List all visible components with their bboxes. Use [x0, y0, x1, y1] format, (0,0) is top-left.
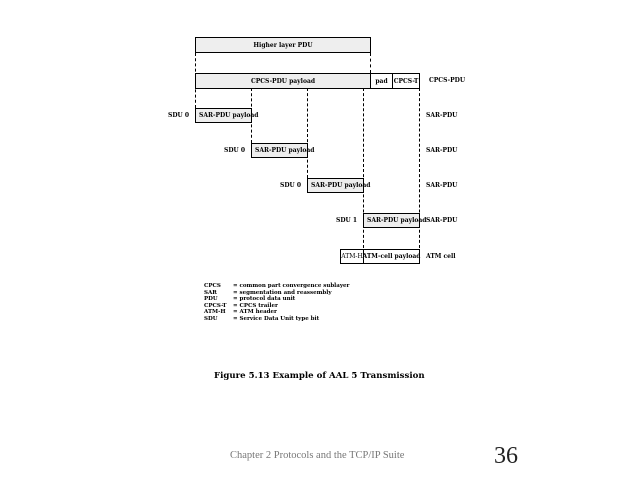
pad-box: pad: [370, 73, 393, 89]
sar-pdu-label: SAR-PDU: [426, 112, 458, 119]
legend-abbr: SDU: [204, 315, 218, 322]
legend-item: [204, 290, 349, 297]
legend-item: [204, 303, 349, 310]
atm-header-box: ATM-H: [340, 249, 364, 264]
sdu-label: SDU 1: [336, 217, 358, 224]
higher-layer-pdu-box: Higher layer PDU: [195, 37, 371, 53]
sdu-label: SDU 0: [168, 112, 190, 119]
sar-pdu-label: SAR-PDU: [426, 182, 458, 189]
cpcs-pdu-payload-box: CPCS-PDU payload: [195, 73, 371, 89]
atm-cell-payload-box: ATM-cell payload: [363, 249, 420, 264]
legend-desc: = segmentation and reassembly: [233, 289, 332, 296]
chapter-footer: Chapter 2 Protocols and the TCP/IP Suite: [230, 450, 405, 461]
guide-line: [307, 88, 308, 178]
legend-desc: = CPCS trailer: [233, 302, 278, 309]
legend: [204, 283, 349, 323]
legend-item: [204, 296, 349, 303]
sar-pdu-label: SAR-PDU: [426, 217, 458, 224]
sar-pdu-label: SAR-PDU: [426, 147, 458, 154]
sar-pdu-payload-box: SAR-PDU payload: [363, 213, 420, 228]
legend-desc: = protocol data unit: [233, 296, 296, 303]
sar-pdu-payload-box: SAR-PDU payload: [307, 178, 364, 193]
legend-desc: = Service Data Unit type bit: [233, 315, 320, 322]
legend-abbr: CPCS-T: [204, 302, 227, 309]
legend-item: [204, 283, 349, 290]
cpcs-pdu-label: CPCS-PDU: [429, 77, 466, 84]
sdu-label: SDU 0: [280, 182, 302, 189]
page-number: 36: [494, 443, 518, 469]
sar-pdu-payload-box: SAR-PDU payload: [251, 143, 308, 158]
legend-abbr: CPCS: [204, 283, 221, 289]
sar-pdu-payload-box: SAR-PDU payload: [195, 108, 252, 123]
legend-desc: = common part convergence sublayer: [233, 283, 350, 289]
legend-abbr: SAR: [204, 289, 217, 296]
legend-item: [204, 309, 349, 316]
legend-desc: = ATM header: [233, 309, 277, 316]
atm-cell-label: ATM cell: [426, 253, 456, 260]
figure-caption: Figure 5.13 Example of AAL 5 Transmission: [214, 371, 425, 381]
cpcs-t-box: CPCS-T: [392, 73, 420, 89]
legend-abbr: ATM-H: [204, 309, 226, 316]
sdu-label: SDU 0: [224, 147, 246, 154]
legend-item: [204, 316, 349, 323]
legend-abbr: PDU: [204, 296, 218, 303]
guide-line: [370, 53, 371, 73]
